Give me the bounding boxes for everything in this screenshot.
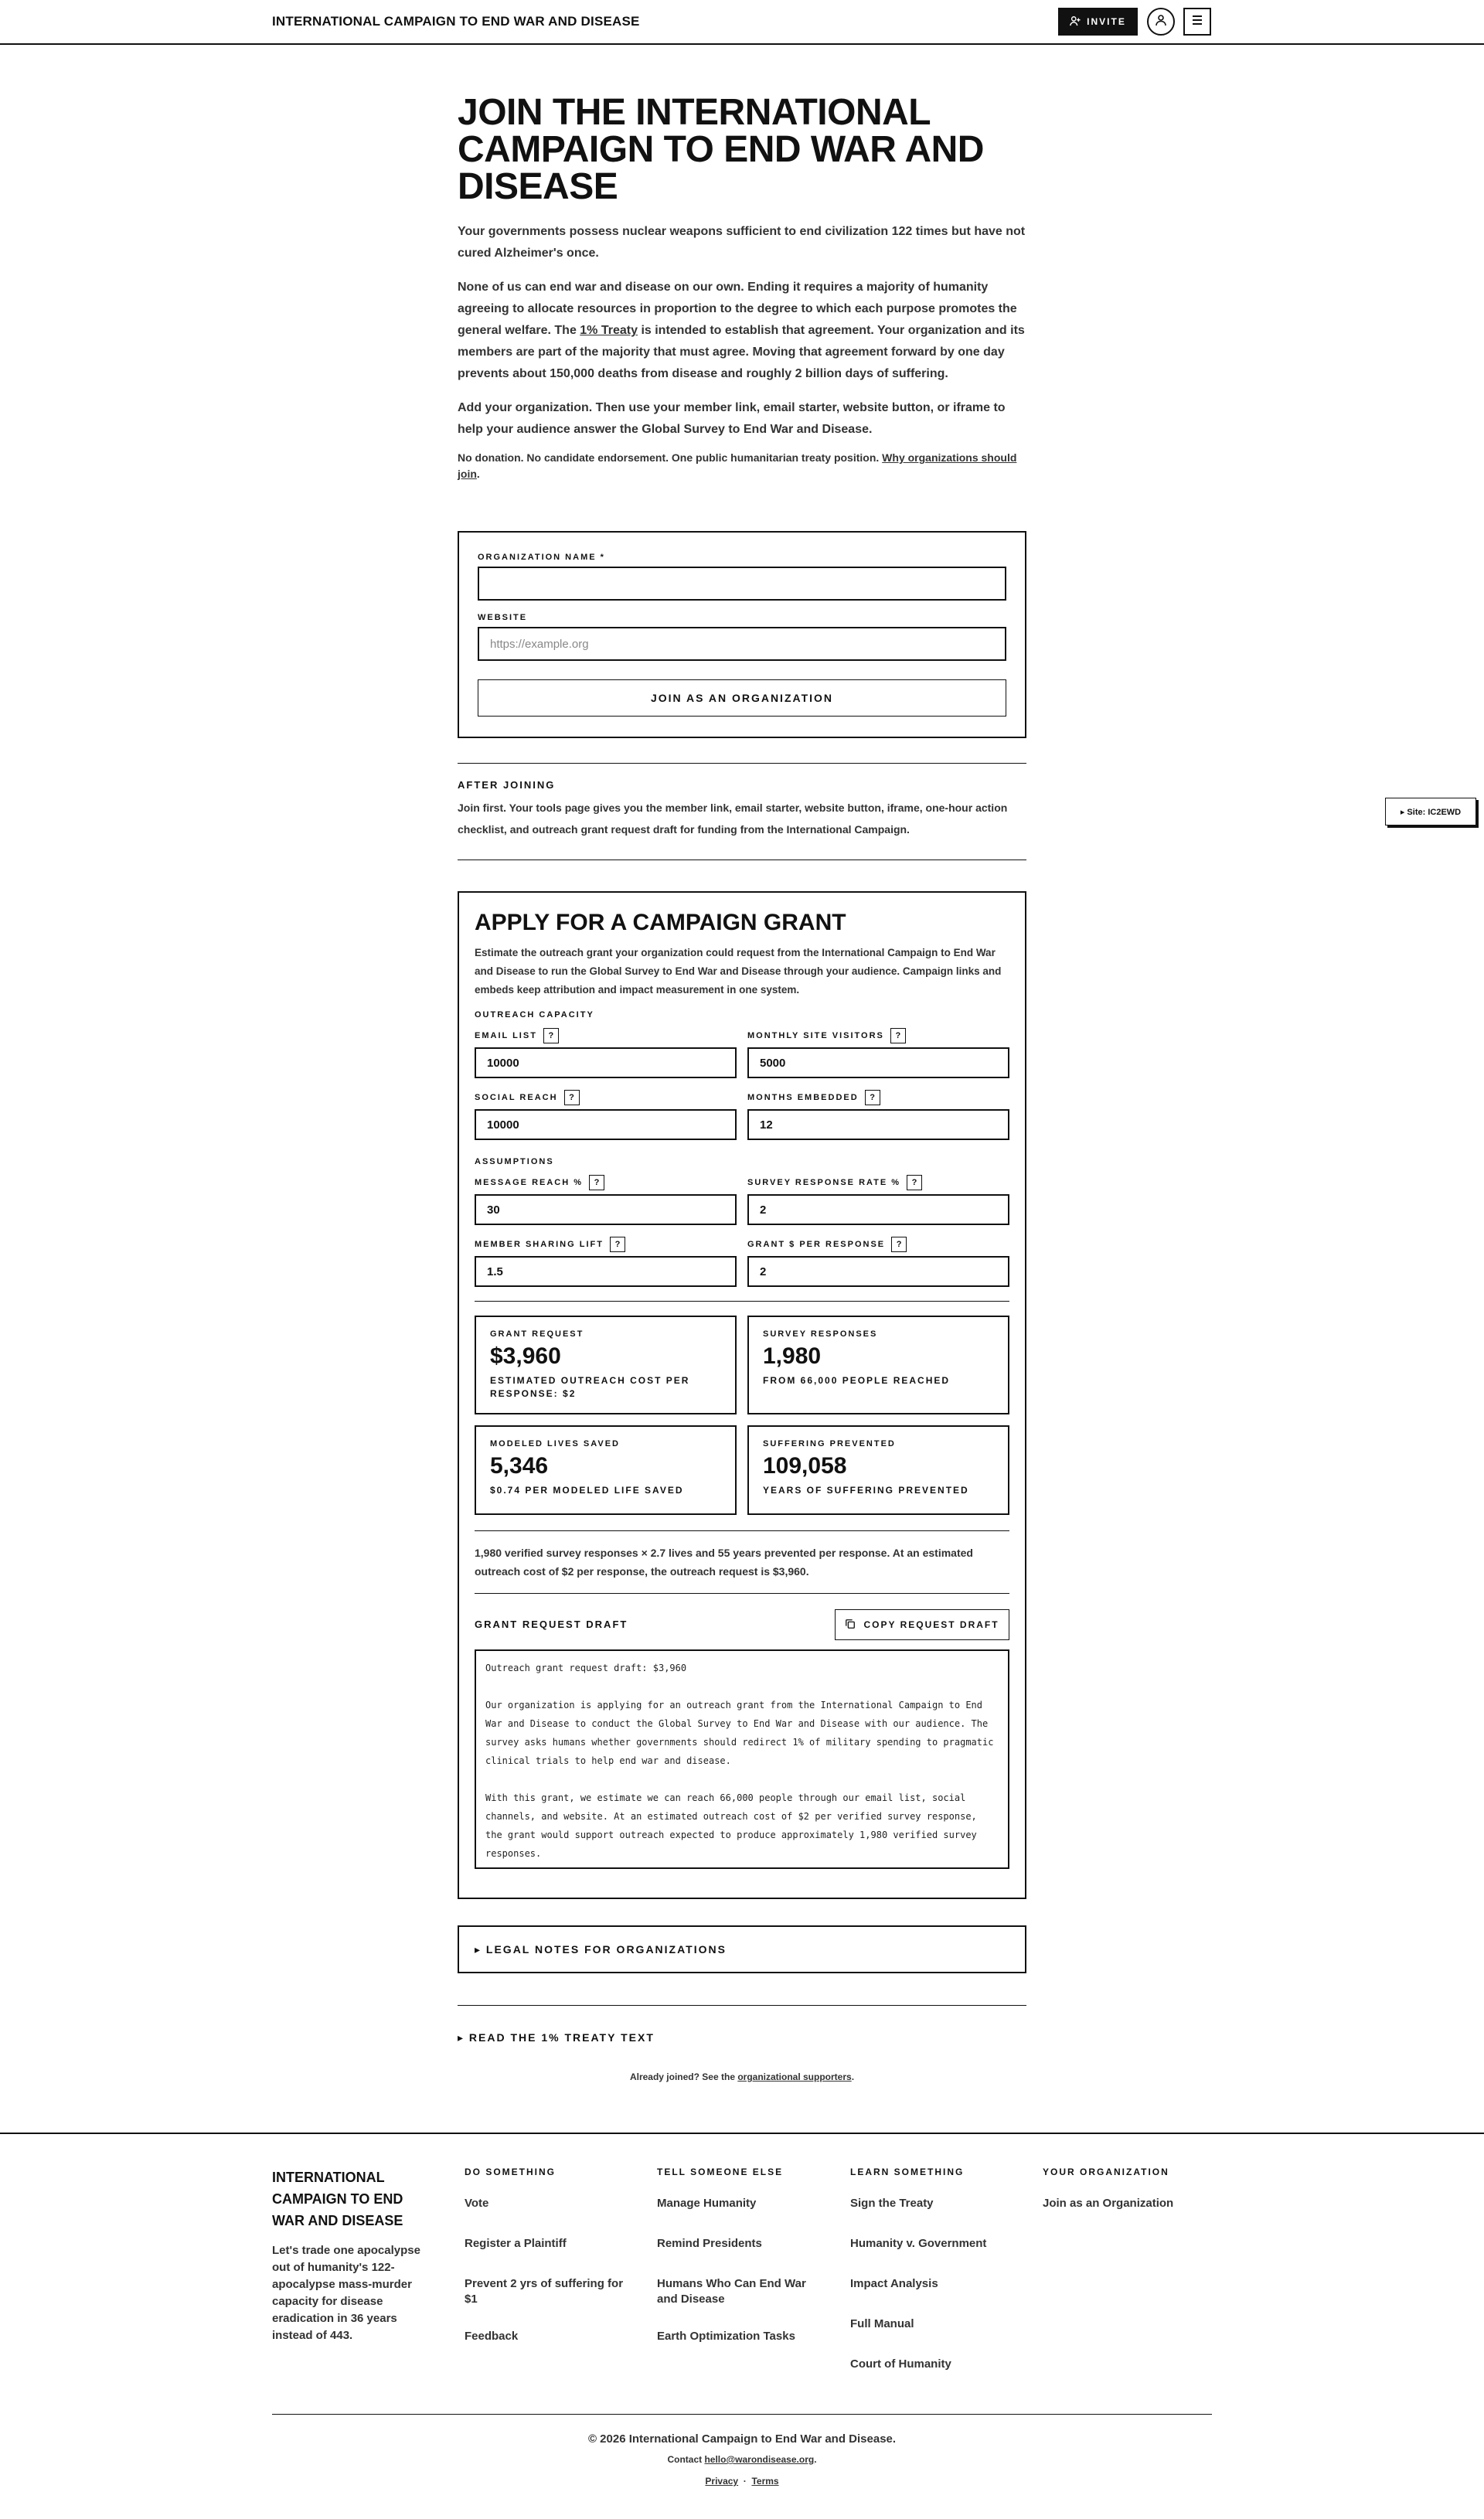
website-input[interactable]: https://example.org [478, 627, 1006, 661]
treaty-link[interactable]: 1% Treaty [580, 324, 638, 337]
hamburger-icon [1191, 15, 1203, 29]
help-icon[interactable]: ? [543, 1028, 559, 1043]
survey-rate-group [747, 1174, 1009, 1225]
already-joined-suffix: . [851, 2071, 855, 2082]
intro-paragraph-2-text-end: is intended to establish that agreement. Your organization and its members are part of the majority that must agree. Moving that agreement forward by one day prevents about 150,000 deaths from disease and roughly 2 billion days of suffering. [458, 324, 1025, 380]
intro-paragraph-2 [458, 277, 1026, 385]
tagline-part: -apocalypse mass-murder capacity for disease eradication in [272, 2261, 412, 2325]
grant-summary: 1,980 verified survey responses × 2.7 lives and 55 years prevented per response. At an estimated outreach cost of $2 per response, the outreach request is $3,960. [475, 1547, 973, 1578]
message-reach-group [475, 1174, 737, 1225]
footer-links [850, 2196, 1020, 2372]
footer-link[interactable]: Earth Optimization Tasks [657, 2330, 795, 2343]
help-icon[interactable]: ? [610, 1237, 625, 1252]
suffering-prevented-card [747, 1425, 1009, 1515]
footer-links [1043, 2196, 1213, 2211]
social-reach-input[interactable]: 10000 [475, 1109, 737, 1140]
divider [475, 1530, 1009, 1531]
add-user-icon [1070, 15, 1081, 29]
draft-header [475, 1609, 1009, 1640]
after-joining-section [458, 779, 1026, 840]
help-icon[interactable]: ? [865, 1090, 880, 1105]
assumption-inputs [475, 1174, 1009, 1287]
privacy-link[interactable]: Privacy [705, 2476, 739, 2487]
capacity-inputs [475, 1027, 1009, 1140]
email-list-label [475, 1027, 737, 1044]
intro-paragraph-4-text: No donation. No candidate endorsement. One public humanitarian treaty position. [458, 451, 883, 464]
footer-link[interactable]: Court of Humanity [850, 2357, 951, 2371]
months-embedded-group [747, 1089, 1009, 1140]
footer-link[interactable]: Manage Humanity [657, 2197, 757, 2210]
intro-text [458, 221, 1026, 482]
footer-column-tell-someone [657, 2167, 827, 2369]
footer-column-heading: YOUR ORGANIZATION [1043, 2167, 1169, 2177]
grant-request-value: $3,960 [490, 1343, 561, 1369]
terms-link[interactable]: Terms [751, 2476, 779, 2487]
footer-link[interactable]: Humans Who Can End War and Disease [657, 2277, 806, 2306]
after-joining-text: Join first. Your tools page gives you the member link, email starter, website button, iframe, one-hour action checklist, and outreach grant request draft for funding from the International Campaign. [458, 802, 1008, 836]
contact-suffix: . [814, 2454, 817, 2465]
lives-saved-value: 5,346 [490, 1453, 549, 1479]
survey-rate-label [747, 1174, 1009, 1191]
email-list-group [475, 1027, 737, 1078]
survey-responses-sub: FROM 66,000 PEOPLE REACHED [763, 1375, 951, 1386]
footer-link[interactable]: Sign the Treaty [850, 2197, 934, 2210]
separator: · [743, 2476, 747, 2487]
monthly-visitors-label [747, 1027, 1009, 1044]
user-icon [1155, 14, 1167, 30]
monthly-visitors-label-text: MONTHLY SITE VISITORS [747, 1031, 884, 1040]
survey-rate-input[interactable]: 2 [747, 1194, 1009, 1225]
why-join-link[interactable]: Why organizations should join [458, 451, 1017, 480]
footer-column-heading: TELL SOMEONE ELSE [657, 2167, 784, 2177]
invite-button[interactable] [1058, 8, 1138, 36]
email-list-label-text: EMAIL LIST [475, 1031, 537, 1040]
monthly-visitors-group [747, 1027, 1009, 1078]
assumptions-heading: ASSUMPTIONS [475, 1157, 554, 1166]
draft-textarea[interactable]: Outreach grant request draft: $3,960 Our organization is applying for an outreach grant from the International Campaign to End War and Disease to conduct the Global Survey to End War and Disease with our audience. The survey asks humans whether governments should redirect 1% of military spending to pragmatic clinical trials to help end war and disease. With this grant, we estimate we can reach 66,000 people through our email list, social channels, and website. At an estimated outreach cost of $2 per verified survey response, the grant would support outreach expected to produce approximately 1,980 verified survey responses. [475, 1649, 1009, 1869]
divider [475, 1301, 1009, 1302]
website-label: WEBSITE [478, 613, 528, 622]
grant-per-response-label-text: GRANT $ PER RESPONSE [747, 1240, 886, 1249]
footer-divider [272, 2414, 1212, 2415]
sharing-lift-label-text: MEMBER SHARING LIFT [475, 1240, 604, 1249]
treaty-text-toggle[interactable]: ▸ READ THE 1% TREATY TEXT [458, 2031, 655, 2044]
suffering-prevented-label: SUFFERING PREVENTED [763, 1439, 896, 1448]
footer-tagline [272, 2242, 427, 2344]
months-embedded-input[interactable]: 12 [747, 1109, 1009, 1140]
page-title: JOIN THE INTERNATIONAL CAMPAIGN TO END WAR AND DISEASE [458, 92, 984, 207]
lives-saved-card [475, 1425, 737, 1515]
help-icon[interactable]: ? [907, 1175, 922, 1190]
result-cards [475, 1316, 1009, 1515]
help-icon[interactable]: ? [890, 1028, 906, 1043]
grant-request-label: GRANT REQUEST [490, 1329, 584, 1339]
social-reach-label [475, 1089, 737, 1106]
months-embedded-label [747, 1089, 1009, 1106]
copy-draft-button[interactable] [835, 1609, 1009, 1640]
survey-responses-card [747, 1316, 1009, 1414]
footer-column-learn-something [850, 2167, 1020, 2397]
grant-title: APPLY FOR A CAMPAIGN GRANT [475, 910, 846, 935]
site-brand[interactable]: INTERNATIONAL CAMPAIGN TO END WAR AND DISEASE [272, 14, 640, 29]
footer-link[interactable]: Vote [465, 2197, 489, 2210]
intro-paragraph-2-text: None of us can end war and disease on our own. Ending it requires a majority of humanity agreeing to allocate resources in proportion to the degree to which each purpose promotes the general welfare. The [458, 281, 1017, 337]
social-reach-label-text: SOCIAL REACH [475, 1093, 558, 1102]
join-form [458, 531, 1026, 738]
tagline-part: years instead of [272, 2312, 397, 2342]
tagline-number: 443 [330, 2329, 350, 2342]
message-reach-input[interactable]: 30 [475, 1194, 737, 1225]
already-joined-prefix: Already joined? See the [629, 2071, 738, 2082]
sharing-lift-input[interactable]: 1.5 [475, 1256, 737, 1287]
site-footer [0, 2133, 1484, 2519]
monthly-visitors-input[interactable]: 5000 [747, 1047, 1009, 1078]
footer-link[interactable]: Full Manual [850, 2317, 914, 2330]
copy-icon [845, 1619, 856, 1632]
intro-paragraph-4-end: . [476, 468, 480, 480]
sharing-lift-label [475, 1236, 737, 1253]
tagline-number: 36 [350, 2312, 364, 2325]
footer-link[interactable]: Impact Analysis [850, 2277, 938, 2290]
suffering-prevented-value: 109,058 [763, 1453, 847, 1479]
site-header [0, 0, 1484, 45]
footer-column-your-organization [1043, 2167, 1213, 2236]
grant-calculator [458, 891, 1026, 1899]
footer-column-do-something [465, 2167, 635, 2369]
intro-paragraph-1: Your governments possess nuclear weapons sufficient to end civilization 122 times but have not cured Alzheimer's once. [458, 225, 1026, 260]
sharing-lift-group [475, 1236, 737, 1287]
footer-link[interactable]: Feedback [465, 2330, 519, 2343]
grant-request-card [475, 1316, 737, 1414]
message-reach-label-text: MESSAGE REACH % [475, 1178, 584, 1187]
tagline-number: 122 [371, 2261, 391, 2274]
site-tab[interactable]: ▸ Site: IC2EWD [1385, 798, 1476, 825]
grant-per-response-label [747, 1236, 1009, 1253]
intro-paragraph-4 [458, 450, 1026, 482]
organizational-supporters-link[interactable]: organizational supporters [737, 2071, 852, 2082]
survey-responses-value: 1,980 [763, 1343, 822, 1369]
hero-section [458, 94, 1026, 206]
contact-prefix: Contact [667, 2454, 705, 2465]
footer-links [657, 2196, 827, 2344]
help-icon[interactable]: ? [564, 1090, 580, 1105]
footer-brand[interactable]: INTERNATIONAL CAMPAIGN TO END WAR AND DISEASE [272, 2170, 403, 2228]
help-icon[interactable]: ? [589, 1175, 604, 1190]
message-reach-label [475, 1174, 737, 1191]
join-organization-button[interactable]: JOIN AS AN ORGANIZATION [478, 679, 1006, 717]
grant-request-sub: ESTIMATED OUTREACH COST PER RESPONSE: $2 [490, 1375, 690, 1399]
footer-link[interactable]: Join as an Organization [1043, 2197, 1174, 2210]
suffering-prevented-sub: YEARS OF SUFFERING PREVENTED [763, 1485, 969, 1496]
grant-per-response-input[interactable]: 2 [747, 1256, 1009, 1287]
footer-link[interactable]: Prevent 2 yrs of suffering for $1 [465, 2277, 624, 2306]
divider [458, 763, 1026, 764]
footer-links [465, 2196, 635, 2344]
outreach-capacity-heading: OUTREACH CAPACITY [475, 1010, 594, 1020]
survey-responses-label: SURVEY RESPONSES [763, 1329, 878, 1339]
footer-link[interactable]: Humanity v. Government [850, 2237, 987, 2250]
org-name-input[interactable] [478, 567, 1006, 601]
org-name-label: ORGANIZATION NAME * [478, 553, 605, 562]
help-icon[interactable]: ? [891, 1237, 907, 1252]
after-joining-heading: AFTER JOINING [458, 779, 556, 791]
email-list-input[interactable]: 10000 [475, 1047, 737, 1078]
footer-link[interactable]: Remind Presidents [657, 2237, 762, 2250]
social-reach-group [475, 1089, 737, 1140]
lives-saved-sub: $0.74 PER MODELED LIFE SAVED [490, 1485, 684, 1496]
tagline-part: . [349, 2329, 353, 2342]
menu-button[interactable] [1183, 8, 1211, 36]
divider [458, 2005, 1026, 2006]
intro-paragraph-3: Add your organization. Then use your member link, email starter, website button, or iframe to help your audience answer the Global Survey to End War and Disease. [458, 401, 1006, 436]
months-embedded-label-text: MONTHS EMBEDDED [747, 1093, 859, 1102]
footer-column-heading: DO SOMETHING [465, 2167, 556, 2177]
contact-line [0, 2454, 1484, 2465]
grant-per-response-group [747, 1236, 1009, 1287]
divider [475, 1593, 1009, 1594]
copyright: © 2026 International Campaign to End War and Disease. [587, 2432, 897, 2446]
footer-link[interactable]: Register a Plaintiff [465, 2237, 567, 2250]
invite-label: INVITE [1087, 16, 1126, 27]
contact-email-link[interactable]: hello@warondisease.org [704, 2454, 815, 2465]
lives-saved-label: MODELED LIVES SAVED [490, 1439, 620, 1448]
footer-column-heading: LEARN SOMETHING [850, 2167, 965, 2177]
grant-intro: Estimate the outreach grant your organization could request from the International Campaign to End War and Disease to run the Global Survey to End War and Disease through your audience. Campaign links and embeds keep attribution and impact measurement in one system. [475, 947, 1002, 996]
already-joined-text [0, 2071, 1484, 2082]
account-button[interactable] [1147, 8, 1175, 36]
copy-draft-label: COPY REQUEST DRAFT [863, 1619, 999, 1630]
tagline-part: Let's trade one apocalypse out of humanity's [272, 2244, 420, 2274]
legal-notes-toggle[interactable]: ▸ LEGAL NOTES FOR ORGANIZATIONS [458, 1925, 1026, 1973]
draft-heading: GRANT REQUEST DRAFT [475, 1619, 628, 1630]
legal-links [0, 2476, 1484, 2487]
survey-rate-label-text: SURVEY RESPONSE RATE % [747, 1178, 901, 1187]
